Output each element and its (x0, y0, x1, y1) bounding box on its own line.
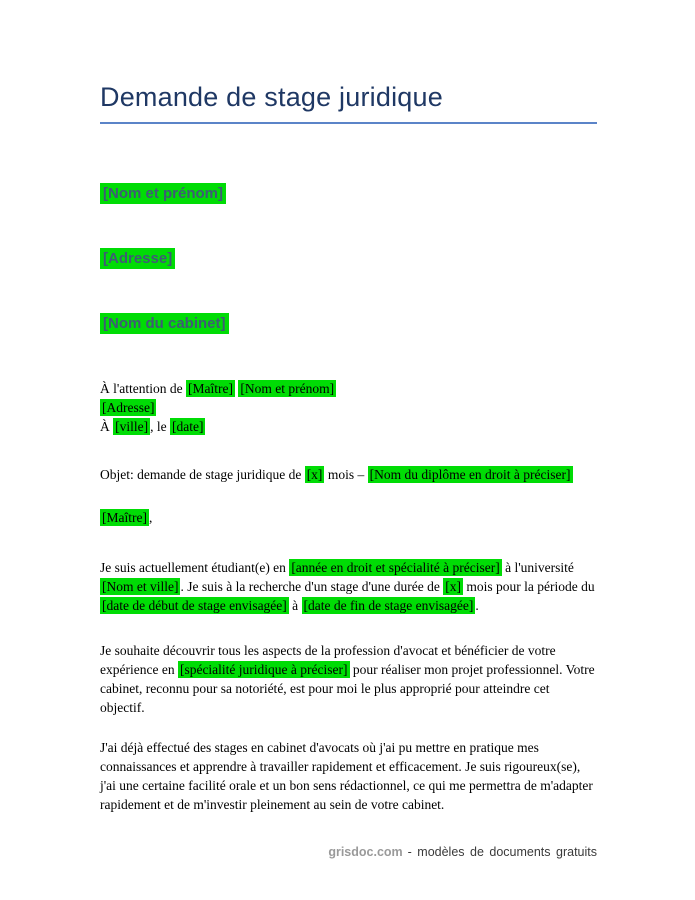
text-run: Objet: demande de stage juridique de (100, 467, 305, 482)
text-run: . (475, 598, 479, 613)
footer-tagline: - modèles de documents gratuits (407, 845, 597, 859)
attention-line (100, 379, 597, 398)
text-run: à l'université (501, 560, 574, 575)
placeholder-highlight: [Adresse] (100, 248, 175, 269)
placeholder-highlight: [date de fin de stage envisagée] (303, 598, 474, 613)
placeholder-highlight: [x] (306, 467, 323, 482)
sender-address-placeholder (100, 249, 597, 269)
placeholder-highlight: [Maître] (102, 510, 147, 525)
placeholder-highlight: [Maître] (188, 381, 234, 396)
objet-line (100, 465, 597, 484)
placeholder-highlight: [Nom du diplôme en droit à préciser] (369, 467, 571, 482)
text-run: pour réaliser mon projet professionnel. Votre cabinet, reconnu pour sa notoriété, est pour moi le plus approprié pour atteindre cet objectif. (100, 662, 595, 715)
placeholder-highlight: [Nom et prénom] (100, 183, 226, 204)
intro-paragraph (100, 558, 597, 615)
text-run: J'ai déjà effectué des stages en cabinet d'avocats où j'ai pu mettre en pratique mes connaissances et apprendre à travailler rapidement et efficacement. Je suis rigoureux(se), j'ai une certaine facilité orale et un bon sens rédactionnel, ce qui me permettra de m'adapter rapidement et de m'investir pleinement au sein de votre cabinet. (100, 740, 593, 812)
text-run: . Je suis à la recherche d'un stage d'une durée de (180, 579, 444, 594)
placeholder-highlight: [Nom et ville] (102, 579, 179, 594)
placeholder-highlight: [Adresse] (102, 400, 155, 415)
text-run: Je suis actuellement étudiant(e) en (100, 560, 290, 575)
text-run: , le (150, 419, 170, 434)
placeholder-highlight: [spécialité juridique à préciser] (179, 662, 348, 677)
footer (328, 845, 597, 859)
firm-name-placeholder (100, 314, 597, 334)
placeholder-highlight: [Nom et prénom] (240, 381, 335, 396)
footer-brand-link[interactable]: grisdoc.com (328, 845, 403, 859)
text-run: à (288, 598, 302, 613)
text-run: mois pour la période du (463, 579, 595, 594)
text-run: , (148, 510, 153, 525)
placeholder-highlight: [ville] (115, 419, 149, 434)
placeholder-highlight: [x] (445, 579, 461, 594)
sender-placeholders (100, 184, 597, 334)
motivation-paragraph (100, 641, 597, 717)
text-run: À l'attention de (100, 381, 187, 396)
page-title: Demande de stage juridique (100, 82, 597, 124)
text-run: Je souhaite découvrir tous les aspects de la profession d'avocat et bénéficier de votre expérience en (100, 643, 556, 677)
placeholder-highlight: [date de début de stage envisagée] (102, 598, 287, 613)
salutation-line (100, 508, 597, 527)
placeholder-highlight: [Nom du cabinet] (100, 313, 229, 334)
placeholder-highlight: [année en droit et spécialité à préciser] (291, 560, 500, 575)
place-date-line (100, 417, 597, 436)
letter-body (100, 379, 597, 814)
text-run: mois – (324, 467, 368, 482)
experience-paragraph (100, 738, 597, 814)
placeholder-highlight: [date] (172, 419, 204, 434)
sender-name-placeholder (100, 184, 597, 204)
text-run: À (100, 419, 114, 434)
recipient-address-line (100, 398, 597, 417)
